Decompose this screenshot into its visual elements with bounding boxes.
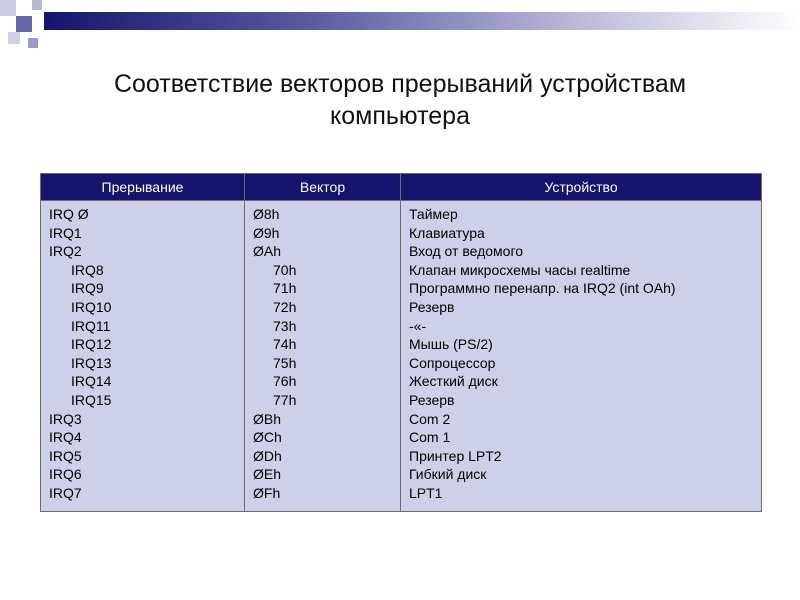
interrupt-item: IRQ2: [49, 243, 82, 260]
device-item: Резерв: [409, 298, 455, 315]
vector-item: 73h: [273, 317, 297, 334]
vector-item: ØDh: [253, 447, 282, 464]
interrupt-item: IRQ8: [71, 261, 104, 278]
device-item: Жесткий диск: [409, 373, 498, 390]
vector-item: 76h: [273, 373, 297, 390]
device-item: LPT1: [409, 484, 443, 501]
interrupt-item: IRQ10: [71, 298, 112, 315]
device-item: Com 1: [409, 429, 451, 446]
interrupt-item: IRQ14: [71, 373, 112, 390]
interrupt-item: IRQ9: [71, 280, 104, 297]
device-item: -«-: [409, 317, 427, 334]
header-interrupt: Прерывание: [41, 174, 245, 201]
header-device: Устройство: [401, 174, 762, 201]
interrupt-item: IRQ3: [49, 410, 82, 427]
decor-square: [0, 16, 16, 32]
vector-item: 77h: [273, 391, 297, 408]
interrupt-item: IRQ13: [71, 354, 112, 371]
device-item: Мышь (PS/2): [409, 336, 493, 353]
header-gradient-bar: [44, 12, 800, 30]
interrupt-vector-table: [40, 173, 762, 512]
device-item: Резерв: [409, 391, 455, 408]
interrupt-item: IRQ6: [49, 466, 82, 483]
vector-item: Ø9h: [253, 224, 280, 241]
header-vector: Вектор: [245, 174, 401, 201]
device-item: Клапан микросхемы часы realtime: [409, 261, 631, 278]
vector-column: [245, 201, 401, 512]
device-item: Клавиатура: [409, 224, 485, 241]
vector-item: 74h: [273, 336, 297, 353]
device-item: Сопроцессор: [409, 354, 496, 371]
device-column: [401, 201, 762, 512]
decor-square: [8, 32, 20, 44]
vector-item: 75h: [273, 354, 297, 371]
table-body-row: [41, 201, 762, 512]
interrupt-item: IRQ7: [49, 484, 82, 501]
device-item: Принтер LPT2: [409, 447, 502, 464]
interrupt-column: [41, 201, 245, 512]
device-item: Таймер: [409, 206, 458, 222]
decor-square: [28, 38, 38, 48]
decor-square: [16, 16, 32, 32]
interrupt-item: IRQ12: [71, 336, 112, 353]
vector-item: ØEh: [253, 466, 282, 483]
vector-item: ØBh: [253, 410, 282, 427]
decor-square: [32, 0, 42, 10]
device-item: Вход от ведомого: [409, 243, 524, 260]
decor-square: [16, 0, 32, 16]
device-item: Программно перенапр. на IRQ2 (int OAh): [409, 280, 676, 297]
vector-item: 71h: [273, 280, 297, 297]
vector-item: 70h: [273, 261, 297, 278]
vector-item: ØCh: [253, 429, 282, 446]
device-item: Гибкий диск: [409, 466, 487, 483]
decor-square: [0, 0, 16, 16]
device-item: Com 2: [409, 410, 451, 427]
vector-item: ØFh: [253, 484, 281, 501]
interrupt-item: IRQ15: [71, 391, 112, 408]
slide-title: Соответствие векторов прерываний устройствам компьютера: [113, 70, 687, 130]
table-header-row: [41, 174, 762, 201]
vector-item: Ø8h: [253, 206, 280, 222]
interrupt-item: IRQ5: [49, 447, 82, 464]
interrupt-item: IRQ Ø: [49, 206, 89, 222]
vector-item: 72h: [273, 298, 297, 315]
vector-item: ØAh: [253, 243, 282, 260]
interrupt-item: IRQ11: [71, 317, 111, 334]
interrupt-item: IRQ1: [49, 224, 82, 241]
interrupt-item: IRQ4: [49, 429, 82, 446]
